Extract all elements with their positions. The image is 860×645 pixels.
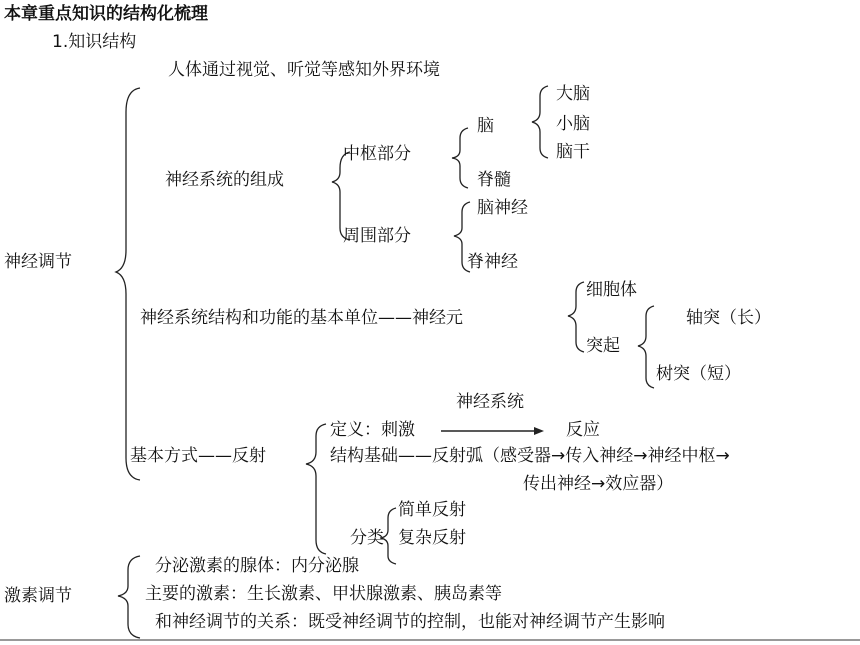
neural-label: 神经调节 (4, 252, 72, 272)
process-brace (638, 306, 654, 388)
brain-part-cerebrum: 大脑 (556, 84, 590, 104)
category-label: 分类 (350, 528, 384, 548)
cell-body-label: 细胞体 (586, 280, 637, 300)
central-brace (452, 128, 468, 188)
hormone-brace (118, 556, 140, 638)
reflex-arc-line2: 传出神经→效应器） (523, 474, 674, 494)
spinal-nerve-label: 脊神经 (467, 252, 518, 272)
peripheral-label: 周围部分 (343, 226, 411, 246)
process-label: 突起 (586, 336, 620, 356)
definition-text: 定义：刺激 (330, 420, 415, 440)
composition-label: 神经系统的组成 (165, 170, 284, 190)
hormone-glands-text: 分泌激素的腺体：内分泌腺 (155, 556, 359, 576)
neuron-unit-label: 神经系统结构和功能的基本单位——神经元 (140, 308, 463, 328)
reflex-label: 基本方式——反射 (130, 446, 266, 466)
section-subtitle: 1.知识结构 (52, 32, 137, 52)
complex-reflex-label: 复杂反射 (398, 528, 466, 548)
response-text: 反应 (566, 420, 600, 440)
axon-label: 轴突（长） (686, 308, 771, 328)
brain-part-brainstem: 脑干 (556, 142, 590, 162)
central-label: 中枢部分 (343, 144, 411, 164)
arrow-caption: 神经系统 (456, 392, 524, 412)
hormone-relation-text: 和神经调节的关系：既受神经调节的控制，也能对神经调节产生影响 (155, 612, 665, 632)
dendrite-label: 树突（短） (656, 364, 741, 384)
hormone-label: 激素调节 (4, 586, 72, 606)
cranial-nerve-label: 脑神经 (477, 198, 528, 218)
neuron-brace (568, 282, 584, 352)
brain-label: 脑 (477, 116, 494, 136)
neural-brace (116, 88, 140, 480)
page-title: 本章重点知识的结构化梳理 (4, 4, 208, 24)
arrow-head (534, 427, 544, 435)
spinal-cord-label: 脊髓 (477, 170, 511, 190)
hormone-main-text: 主要的激素：生长激素、甲状腺激素、胰岛素等 (145, 584, 502, 604)
brain-part-cerebellum: 小脑 (556, 114, 590, 134)
reflex-brace (306, 424, 326, 554)
intro-text: 人体通过视觉、听觉等感知外界环境 (168, 60, 440, 80)
simple-reflex-label: 简单反射 (398, 500, 466, 520)
reflex-arc-line1: 结构基础——反射弧（感受器→传入神经→神经中枢→ (330, 446, 730, 466)
brain-brace (532, 86, 548, 158)
